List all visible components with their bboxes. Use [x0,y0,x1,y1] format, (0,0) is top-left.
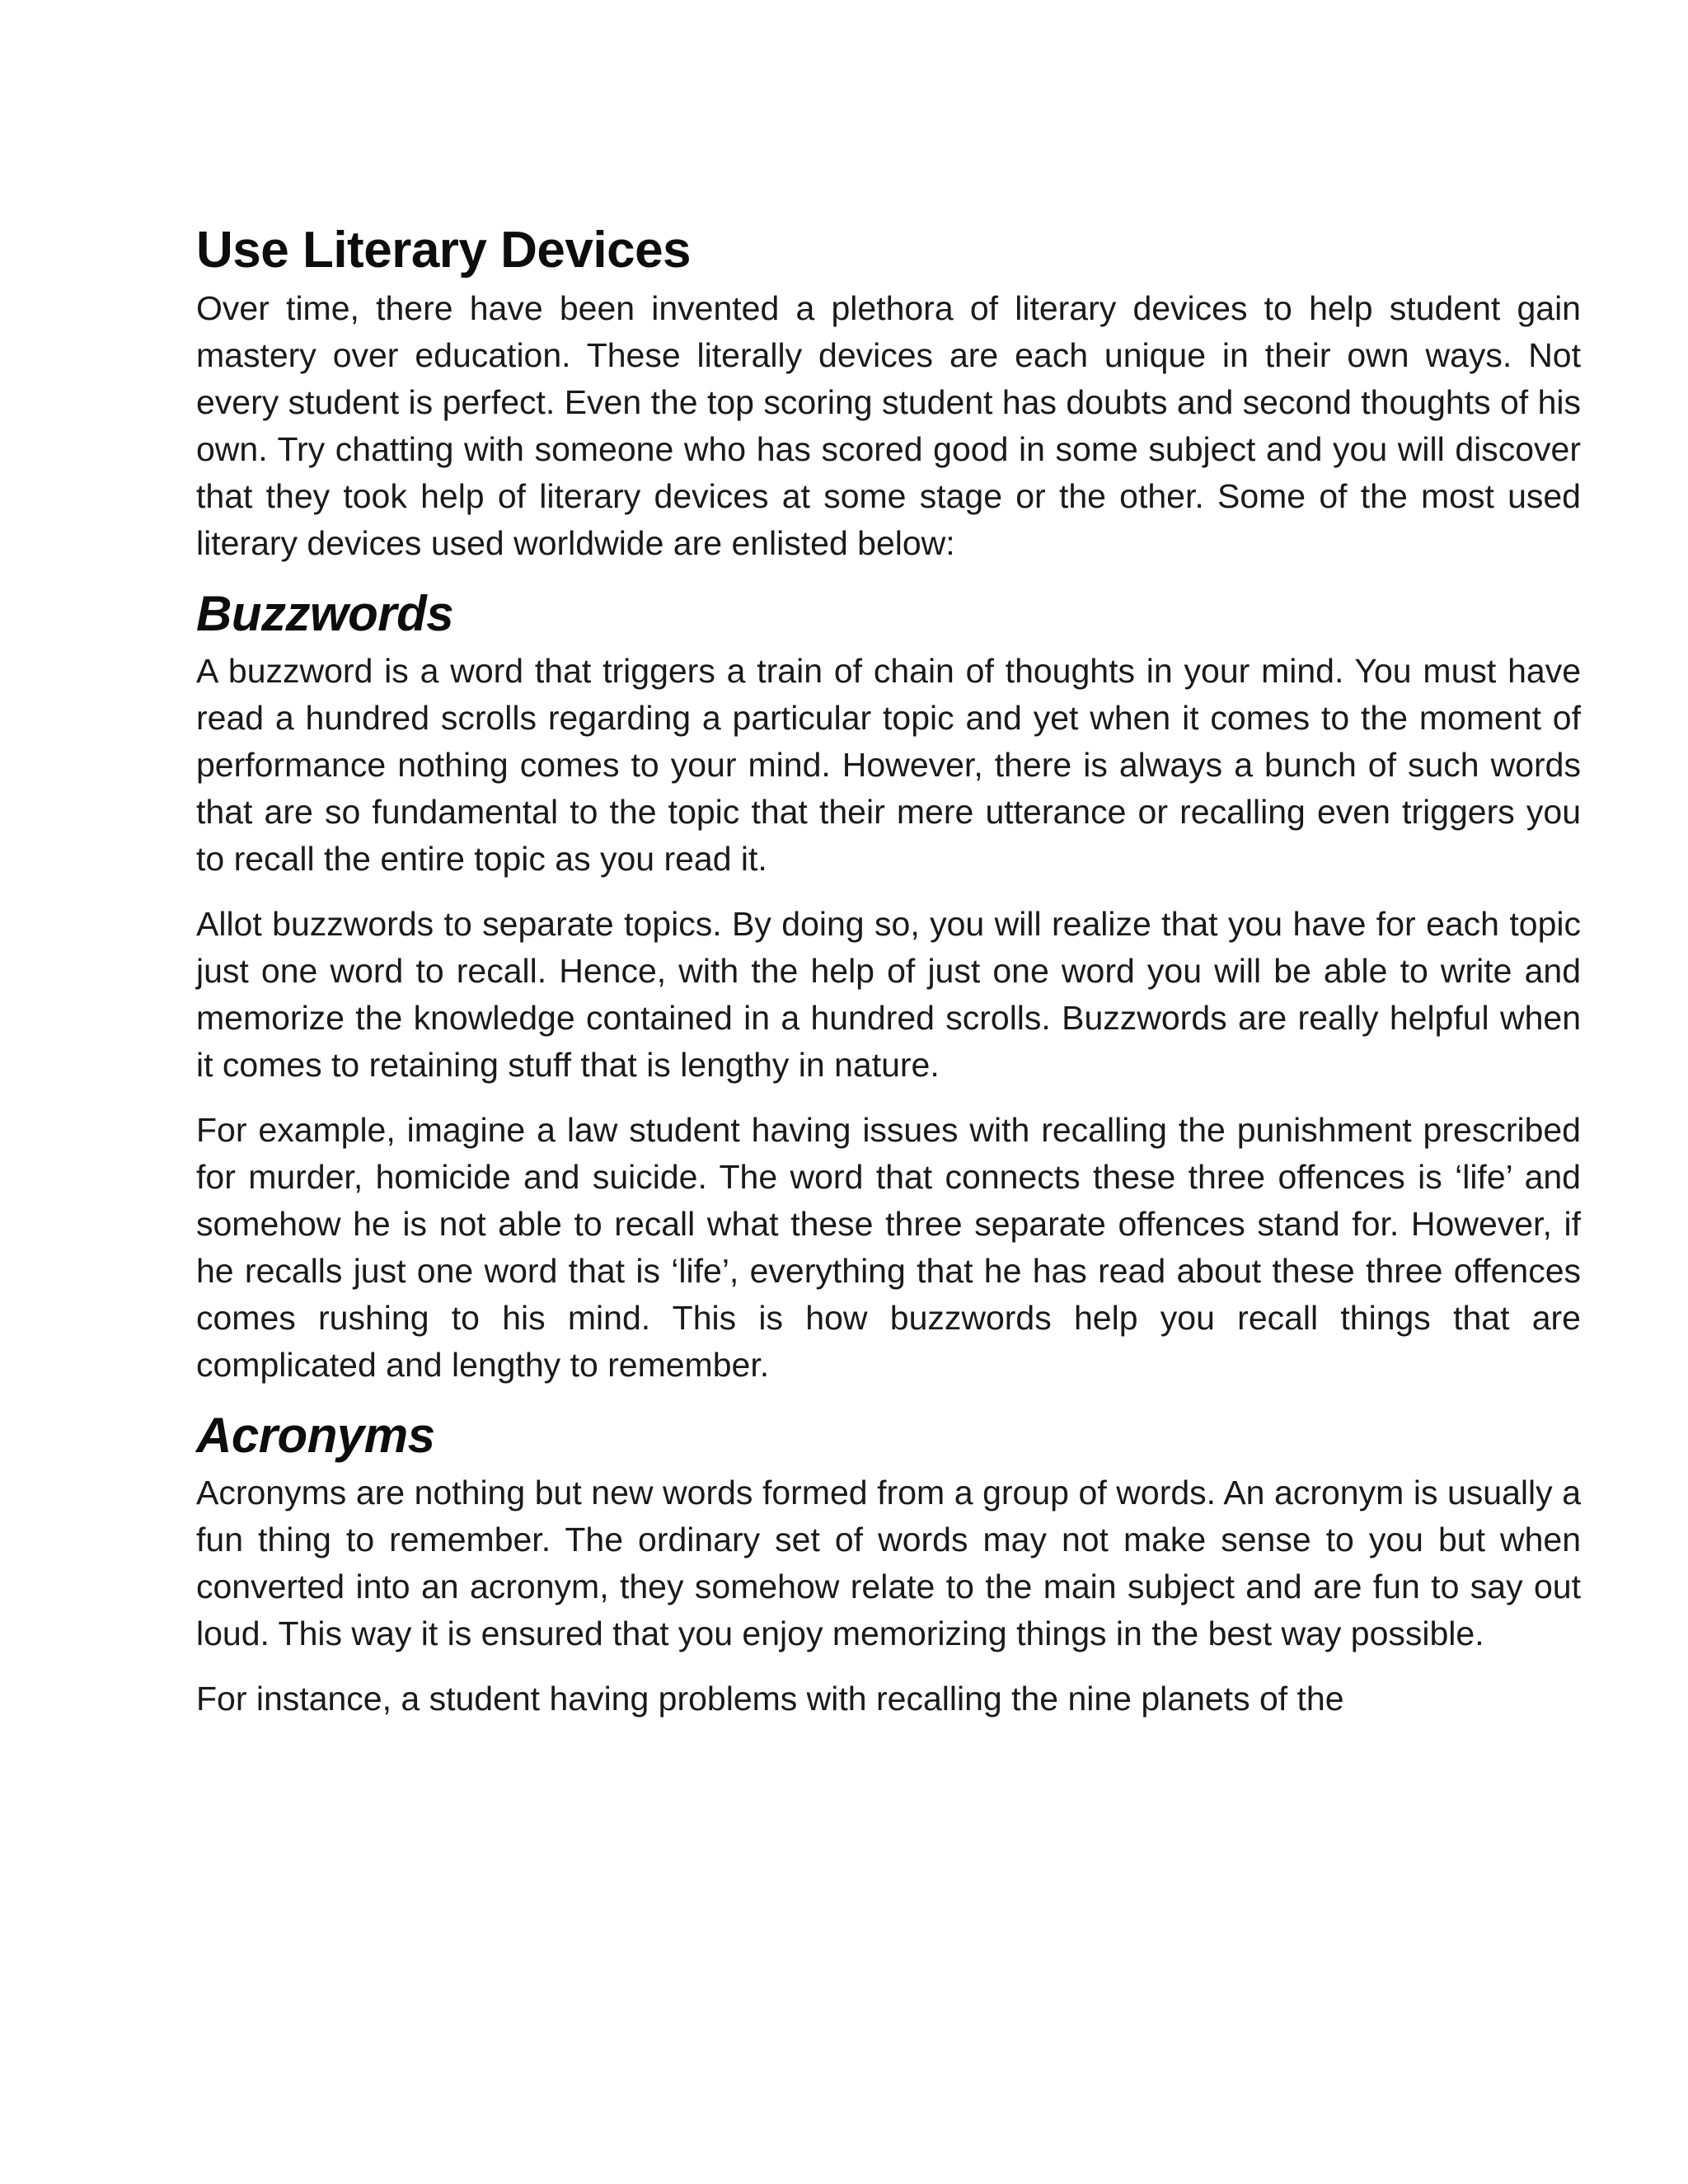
paragraph-acronyms-1: Acronyms are nothing but new words formed from a group of words. An acronym is usually a fun thing to remember. The ordinary set of words may not make sense to you but when converted into an acronym, they somehow relate to the main subject and are fun to say out loud. This way it is ensured that you enjoy memorizing things in the best way possible. [196,1474,1581,1652]
heading-acronyms: Acronyms [196,1408,435,1463]
paragraph-buzzwords-1: A buzzword is a word that triggers a train of chain of thoughts in your mind. You must have read a hundred scrolls regarding a particular topic and yet when it comes to the moment of performance nothing comes to your mind. However, there is always a bunch of such words that are so fundamental to the topic that their mere utterance or recalling even triggers you to recall the entire topic as you read it. [196,652,1581,878]
paragraph-acronyms-2: For instance, a student having problems with recalling the nine planets of the [196,1680,1344,1718]
paragraph-literary-devices-intro: Over time, there have been invented a plethora of literary devices to help student gain mastery over education. These literally devices are each unique in their own ways. Not every student is perfect. Even the top scoring student has doubts and second thoughts of his own. Try chatting with someone who has scored good in some subject and you will discover that they took help of literary devices at some stage or the other. Some of the most used literary devices used worldwide are enlisted below: [196,289,1581,562]
heading-use-literary-devices: Use Literary Devices [196,222,692,279]
heading-buzzwords: Buzzwords [196,586,454,641]
paragraph-buzzwords-2: Allot buzzwords to separate topics. By doing so, you will realize that you have for each topic just one word to recall. Hence, with the help of just one word you will be able to write and memorize the knowledge contained in a hundred scrolls. Buzzwords are really helpful when it comes to retaining stuff that is lengthy in nature. [196,905,1581,1084]
document-body [196,221,1581,1722]
paragraph-buzzwords-3: For example, imagine a law student having issues with recalling the punishment prescribed for murder, homicide and suicide. The word that connects these three offences is ‘life’ and somehow he is not able to recall what these three separate offences stand for. However, if he recalls just one word that is ‘life’, everything that he has read about these three offences comes rushing to his mind. This is how buzzwords help you recall things that are complicated and lengthy to remember. [196,1111,1581,1384]
